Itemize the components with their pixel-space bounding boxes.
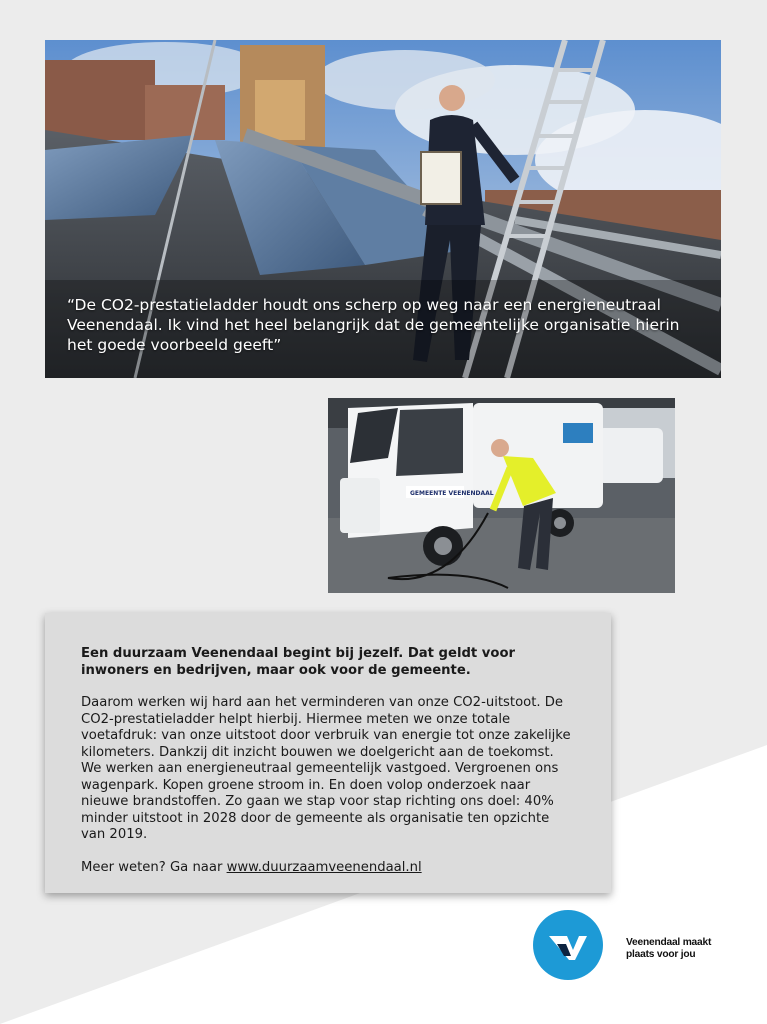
veenendaal-logo-icon [533, 910, 603, 980]
logo-tagline-line2: plaats voor jou [626, 949, 696, 960]
logo-tagline [626, 937, 736, 961]
hero-photo [45, 40, 721, 378]
body-text: Daarom werken wij hard aan het verminderen van onze CO2-uitstoot. De CO2-prestatieladder helpt hierbij. Hiermee meten we onze totale voetafdruk: van onze uitstoot door verbruik van energie tot onze zakelijke kilometers. Dankzij dit inzicht bouwen we doelgericht aan de toekomst. We werken aan energieneutraal gemeentelijk vastgoed. Vergroenen ons wagenpark. Kopen groene stroom in. En doen volop onderzoek naar nieuwe brandstoffen. Zo gaan we stap voor stap richting ons doel: 40% minder uitstoot in 2028 door de gemeente als organisatie ten opzichte van 2019. [81, 695, 571, 842]
more-info-line [81, 860, 575, 877]
electric-van-photo [328, 398, 675, 593]
intro-text: Een duurzaam Veenendaal begint bij jezelf. Dat geldt voor inwoners en bedrijven, maar ook voor de gemeente. [81, 646, 516, 678]
info-card [45, 613, 611, 893]
logo-tagline-line1: Veenendaal maakt [626, 937, 712, 948]
more-info-prefix: Meer weten? Ga naar [81, 859, 227, 875]
hero-quote: “De CO2-prestatieladder houdt ons scherp op weg naar een energieneutraal Veenendaal. Ik vind het heel belangrijk dat de gemeentelijke organisatie hierin het goede voorbeeld geeft” [67, 296, 680, 354]
website-link[interactable]: www.duurzaamveenendaal.nl [226, 859, 422, 875]
van-illustration [328, 398, 675, 593]
svg-text:GEMEENTE VEENENDAAL: GEMEENTE VEENENDAAL [410, 490, 494, 497]
